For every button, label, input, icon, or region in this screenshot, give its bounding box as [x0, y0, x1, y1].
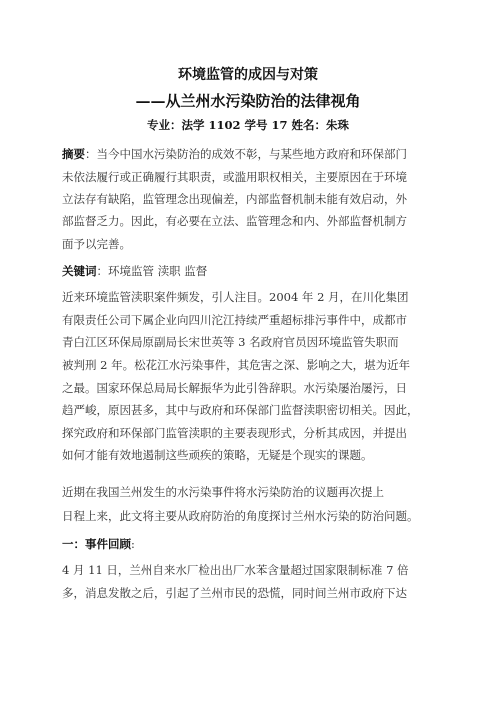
document-title: 环境监管的成因与对策 — [178, 67, 318, 83]
section-line: 多，消息发散之后，引起了兰州市民的恐慌，同时间兰州市政府下达 — [62, 586, 407, 600]
abstract-line — [62, 147, 407, 161]
body-line: 趋严峻，原因甚多，其中与政府和环保部门监督渎职密切相关。因此， — [62, 403, 419, 417]
body-line: 有限责任公司下属企业向四川沱江持续严重超标排污事件中，成都市 — [62, 313, 407, 327]
author-line: 专业：法学 1102 学号 17 姓名：朱珠 — [146, 118, 350, 132]
body-line: 之最。国家环保总局局长解振华为此引咎辞职。水污染屡治屡污，日 — [62, 381, 407, 395]
section-heading-line — [62, 537, 135, 551]
body-line: 近来环境监管渎职案件频发，引人注目。2004 年 2 月，在川化集团 — [62, 290, 409, 304]
section-line: 4 月 11 日，兰州自来水厂检出出厂水苯含量超过国家限制标准 7 倍 — [62, 563, 409, 577]
abstract-text: ：当今中国水污染防治的成效不彰，与某些地方政府和环保部门 — [85, 147, 407, 161]
abstract-line: 立法存有缺陷，监管理念出现偏差，内部监督机制未能有效启动，外 — [62, 192, 407, 206]
abstract-line: 部监督乏力。因此，有必要在立法、监管理念和内、外部监督机制方 — [62, 214, 407, 228]
body-line: 探究政府和环保部门监管渎职的主要表现形式，分析其成因，并提出 — [62, 426, 407, 440]
section-colon: : — [131, 537, 135, 551]
keywords-line — [62, 264, 207, 278]
document-subtitle: ——从兰州水污染防治的法律视角 — [135, 92, 361, 110]
body-line: 如何才能有效地遏制这些顽疾的策略，无疑是个现实的课题。 — [62, 448, 373, 462]
body-line: 近期在我国兰州发生的水污染事件将水污染防治的议题再次提上 — [62, 485, 384, 499]
abstract-label: 摘要 — [62, 147, 85, 161]
section-heading: 一：事件回顾 — [62, 537, 131, 551]
body-line: 日程上来，此文将主要从政府防治的角度探讨兰州水污染的防治问题。 — [62, 509, 419, 523]
body-line: 青白江区环保局原副局长宋世英等 3 名政府官员因环境监管失职而 — [62, 335, 399, 349]
abstract-line: 未依法履行或正确履行其职责，或滥用职权相关，主要原因在于环境 — [62, 170, 407, 184]
body-line: 被判刑 2 年。松花江水污染事件，其危害之深、影响之大，堪为近年 — [62, 358, 411, 372]
keywords-text: ：环境监管 渎职 监督 — [96, 264, 208, 278]
abstract-line: 面予以完善。 — [62, 237, 131, 251]
keywords-label: 关键词 — [62, 264, 97, 278]
